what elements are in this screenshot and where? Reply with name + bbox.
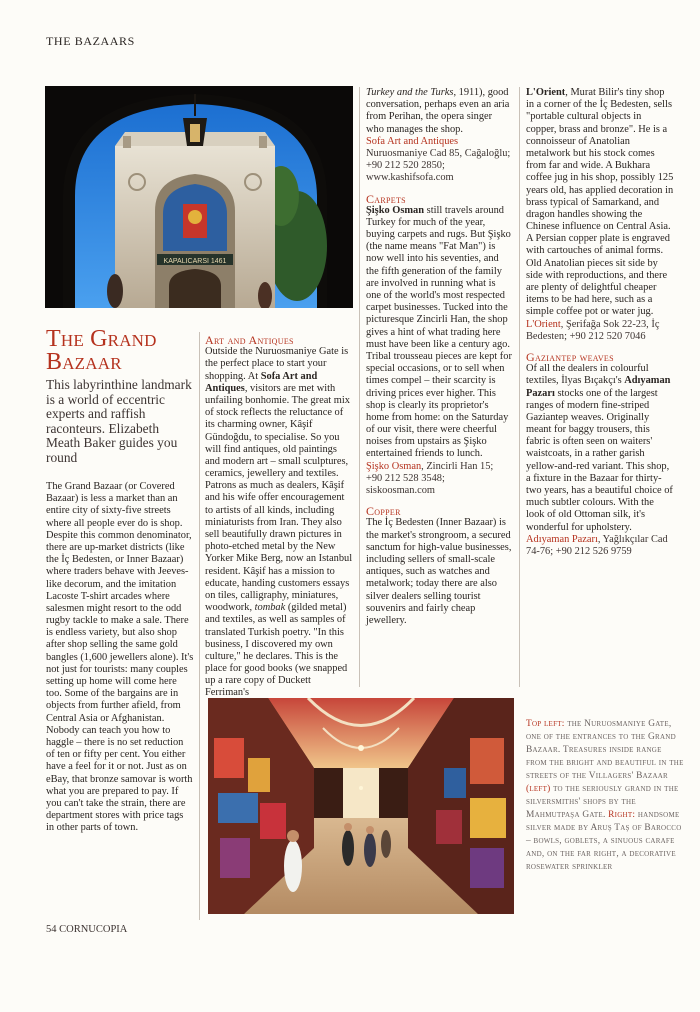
carpets-text: still travels around Turkey for much of the year, buying carpets and rugs. But Şişko (the name means "Fat Man") is now well into his seventies, and the fifth generation of the family are involved in running what is one of the world's most respected carpet businesses. Tucked into the picturesque Zincirli Han, the shop gives a hint of what trading here must have been like a century ago. Tribal trousseau pieces are kept for special occasions, or to sell when times compel – their scarcity is driving prices ever higher. This shop is clearly its proprietor's home from home: on the Saturday of our visit, there were cheerful noises from upstairs as Şişko entertained friends to lunch. [366, 204, 512, 460]
address-lorient [526, 319, 674, 343]
shop-name-adiyaman: Adıyaman Pazarı [526, 375, 671, 399]
carpets-body [366, 205, 512, 461]
address-name-lorient: L'Orient [526, 318, 561, 330]
column-rule [199, 332, 200, 920]
art-antiques-text-3: (gilded metal) and textiles, as well as samples of translated Turkish poetry. "In this business, I discovered my own culture," he declares. This is the place for good books (we snapped up a rare copy of Duckett Ferriman's [205, 602, 348, 699]
section-label: THE BAZAARS [46, 34, 135, 48]
address-name-sofa: Sofa Art and Antiques [366, 135, 459, 147]
copper-body [366, 517, 512, 627]
bazaar-illustration [208, 698, 514, 914]
gaziantep-body [526, 363, 674, 534]
caption-label-left: (left) [526, 784, 551, 794]
art-antiques-text-4: , 1911), good conversation, perhaps even an aria from Perihan, the opera singer who manages the shop. [366, 87, 510, 135]
copper-text-1: The İç Bedesten (Inner Bazaar) is the market's strongroom, a secured sanctum for high-value businesses, including sellers of small-scale antiques, such as watches and metalwork; today there are also silver dealers selling tourist souvenirs and fairly cheap jewellery. [366, 517, 512, 626]
photo-caption [526, 718, 684, 874]
art-antiques-continued [366, 87, 512, 136]
address-adiyaman [526, 534, 674, 558]
column-gaziantep [526, 87, 674, 558]
shop-name-sofa: Sofa Art and Antiques [205, 370, 318, 394]
copper-continued [526, 87, 674, 319]
column-intro [46, 481, 194, 834]
intro-paragraph: The Grand Bazaar (or Covered Bazaar) is less a market than an entire city of sixty-five streets where all people ever do is shop. Despite this common denominator, there are up-market districts (like the İç Bedesten, or Inner Bazaar) where traders behave with Jeeves-like decorum, and the imitation Lacoste T-shirt arcades where salesmen might resort to the odd rugby tackle to make a sale. There is endless variety, but also shop after shop selling the same gold bangles (1,600 jewellers alone). It's not just for tourists: many couples setting up home will come here too. Some of the bargains are in objects from further afield, from Central Asia or Afghanistan. Nobody can teach you how to haggle – there is no set reduction of ten or fifty per cent. You either have a feel for it or not. Just as on eBay, that bronze samovar is worth what you are prepared to pay. If you can't take the strain, there are department stores with price tags in other parts of town. [46, 481, 194, 834]
address-text-adiyaman: , Yağlıkçılar Cad 74-76; +90 212 526 9759 [526, 533, 668, 557]
gaziantep-text-2: stocks one of the largest ranges of modern fine-striped Gaziantep weaves. Originally meant for baggy trousers, this fabric is often seen on waiters' waistcoats, in a rather garish yellow-and-red variant. This shop, a fixture in the Bazaar for thirty-two years, has a beautiful choice of much subtler colours. With the look of old Ottoman silk, it's wonderful for upholstery. [526, 387, 673, 533]
caption-text-2: to the seriously grand in the silversmiths' shops by the Mahmutpaşa Gate. [526, 784, 679, 820]
page-folio: 54 CORNUCOPIA [46, 924, 128, 935]
heading-carpets: Carpets [366, 191, 406, 206]
book-title: Turkey and the Turks [366, 87, 454, 98]
heading-art-antiques: Art and Antiques [205, 333, 294, 347]
art-antiques-text-2: , visitors are met with unfailing bonhomie. The great mix of stock reflects the reluctance of its charming owner, Kâşif Gündoğdu, to specialise. So you will find antiques, old paintings and modern art – small sculptures, ceramics, jewellery and textiles. Patrons as much as dealers, Kâşif and his wife offer encouragement to artists of all kinds, including miniaturists from Iran. They also sell beautifully drawn pictures in photo-etched metal by the New Yorker Mike Berg, now an Istanbul resident. Kâşif has a mission to educate, handing customers essays on tiles, calligraphy, miniatures, woodwork, [205, 382, 353, 614]
caption-text-3: handsome silver made by Aruş Taş of Barocco – bowls, goblets, a sinuous carafe and, on the far right, a decorative rosewater sprinkler [526, 810, 682, 872]
heading-copper: Copper [366, 504, 401, 519]
address-sisko [366, 461, 512, 498]
column-rule [359, 87, 360, 687]
address-text-sisko: , Zincirli Han 15; +90 212 528 3548; siskoosman.com [366, 460, 494, 496]
caption-label-top-left: Top left: [526, 719, 565, 729]
caption-label-right: Right: [608, 810, 636, 820]
column-carpets-copper [366, 87, 512, 627]
copper-text-2: , Murat Bilir's tiny shop in a corner of the İç Bedesten, sells "portable cultural objects in copper, brass and bronze". He is a connoisseur of Anatolian metalwork but his stock comes from far and wide. A Bukhara coffee jug in his shop, possibly 125 years old, has applied decoration in brass typical of Samarkand, and dragon handles showing the Chinese influence on Central Asia. A Persian copper plate is engraved with cartouches of animal forms. Old Anatolian pieces sit side by side with reproductions, and there are plenty of delightful cheaper items to be had here, such as a simple coffee pot or water jug. [526, 87, 674, 318]
address-name-adiyaman: Adıyaman Pazarı [526, 533, 598, 545]
term-tombak: tombak [254, 602, 286, 614]
gate-sign-text: KAPALICARSI 1461 [163, 258, 227, 265]
article-standfirst: This labyrinthine landmark is a world of eccentric experts and raffish raconteurs. Elizabeth Meath Baker guides you round [46, 377, 192, 465]
address-text-lorient: , Şerifağa Sok 22-23, İç Bedesten; +90 212 520 7046 [526, 318, 660, 342]
address-name-sisko: Şişko Osman [366, 460, 422, 472]
art-antiques-text-1: Outside the Nuruosmaniye Gate is the perfect place to start your shopping. At [205, 346, 349, 382]
address-sofa [366, 136, 512, 185]
heading-gaziantep: Gaziantep weaves [526, 349, 614, 364]
caption-text-1: the Nuruosmaniye Gate, one of the entrances to the Grand Bazaar. Treasures inside range from the bright and beautiful in the streets of the Villagers' Bazaar [526, 719, 684, 781]
address-text-sofa: Nuruosmaniye Cad 85, Cağaloğlu; +90 212 520 2850; www.kashifsofa.com [366, 147, 511, 184]
shop-name-lorient: L'Orient [526, 87, 566, 98]
art-antiques-body [205, 346, 353, 699]
gate-illustration [45, 86, 353, 308]
shop-name-sisko: Şişko Osman [366, 204, 425, 216]
gaziantep-text-1: Of all the dealers in colourful textiles, İlyas Bıçakçı's [526, 363, 649, 387]
photo-bazaar-street [208, 698, 514, 914]
column-rule [519, 87, 520, 687]
column-art-antiques [205, 334, 353, 700]
article-title: The Grand Bazaar [46, 326, 157, 375]
photo-nuruosmaniye-gate [45, 86, 353, 308]
